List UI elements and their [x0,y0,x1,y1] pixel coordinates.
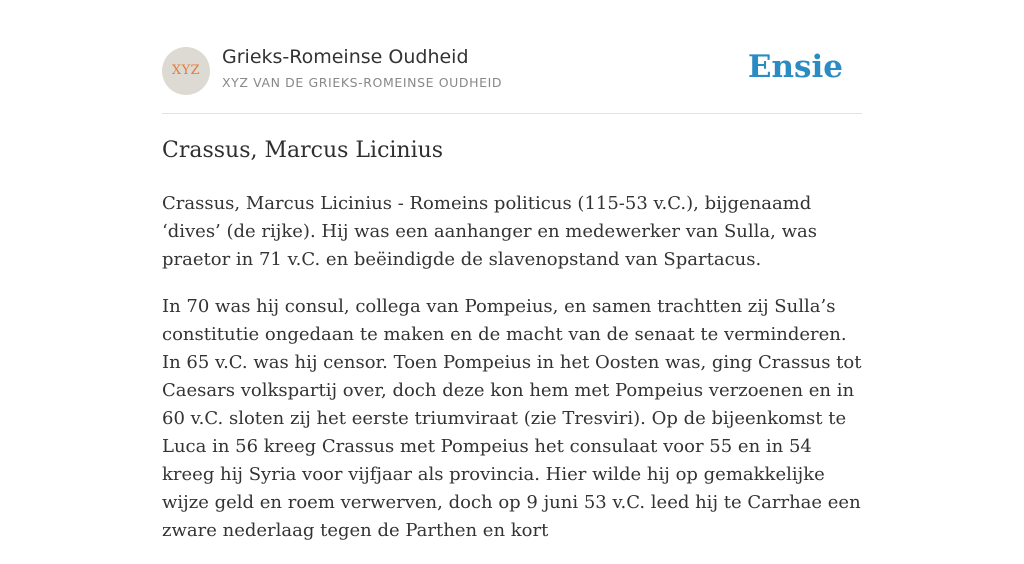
ensie-logo-link[interactable]: Ensie [747,49,843,85]
article-paragraph: In 70 was hij consul, collega van Pompeius, en samen trachtten zij Sulla’s constitutie ongedaan te maken en de macht van de senaat te verminderen. In 65 v.C. was hij censor. Toen Pompeius in het Oosten was, ging Crassus tot Caesars volkspartij over, doch deze kon hem met Pompeius verzoenen en in 60 v.C. sloten zij het eerste triumviraat (zie Tresviri). Op de bijeenkomst te Luca in 56 kreeg Crassus met Pompeius het consulaat voor 55 en in 54 kreeg hij Syria voor vijfjaar als provincia. Hier wilde hij op gemakkelijke wijze geld en roem verwerven, doch op 9 juni 53 v.C. leed hij te Carrhae een zware nederlaag tegen de Parthen en kort [162,296,862,541]
article-title: Crassus, Marcus Licinius [162,138,444,163]
article-body [162,190,866,564]
page [162,0,862,541]
source-subtitle: XYZ VAN DE GRIEKS-ROMEINSE OUDHEID [222,75,503,90]
article-paragraph: Crassus, Marcus Licinius - Romeins politicus (115-53 v.C.), bijgenaamd ‘dives’ (de rijke). Hij was een aanhanger en medewerker van Sulla, was praetor in 71 v.C. en beëindigde de slavenopstand van Spartacus. [162,193,817,270]
source-avatar[interactable]: XYZ [162,47,210,95]
header [162,0,862,114]
source-title-link[interactable]: Grieks-Romeinse Oudheid [222,46,469,68]
